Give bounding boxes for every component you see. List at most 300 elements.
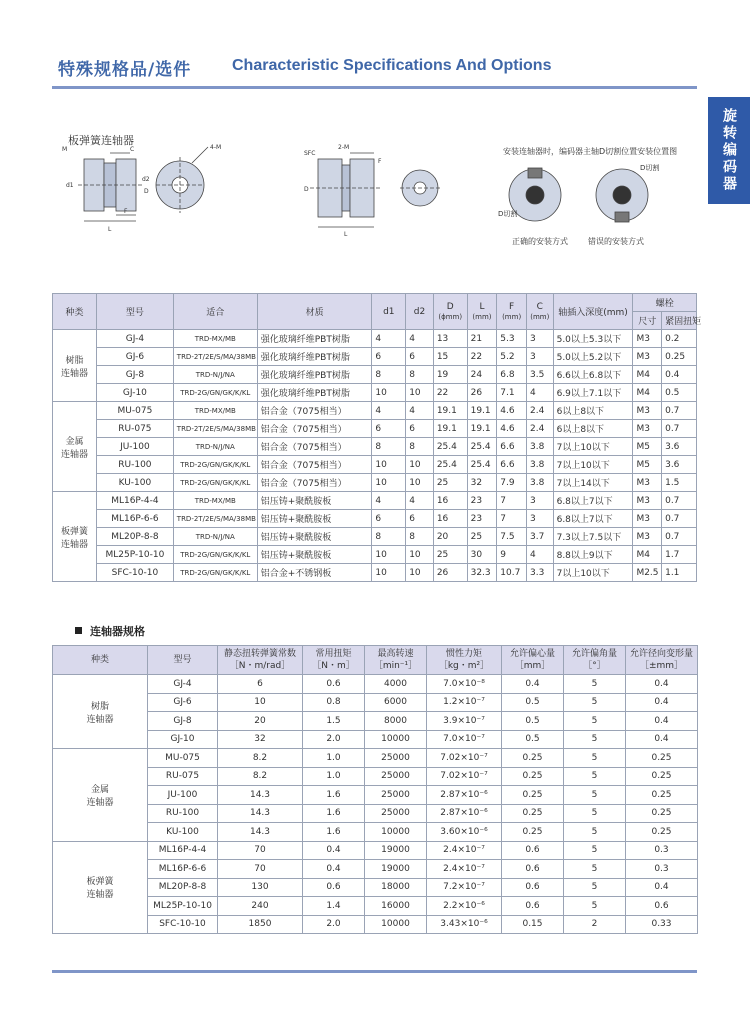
coupling-spec-table [52, 645, 698, 934]
table-cell: 强化玻璃纤维PBT树脂 [257, 348, 372, 366]
table-row [53, 878, 698, 897]
table-cell: GJ-10 [97, 384, 174, 402]
table-cell: 8000 [365, 712, 427, 731]
table-cell: 6 [372, 420, 406, 438]
table-cell: 8.2 [218, 749, 303, 768]
th2-speed: 最高转速 ［min⁻¹］ [365, 646, 427, 675]
table-cell: 4 [526, 384, 553, 402]
dim-label-l: L [108, 226, 112, 233]
table-cell: SFC-10-10 [97, 564, 174, 582]
table-cell: 0.33 [626, 915, 698, 934]
table-row [53, 693, 698, 712]
table-cell: 6.8以上7以下 [553, 492, 633, 510]
table-cell: 130 [218, 878, 303, 897]
dim-label-2m: 2-M [338, 144, 350, 151]
table-cell: 24 [467, 366, 497, 384]
table-cell: 铝合金（7075相当） [257, 456, 372, 474]
th-L: L (mm) [467, 294, 497, 330]
table-cell: 4 [372, 402, 406, 420]
table-cell: 铝合金（7075相当） [257, 420, 372, 438]
table-cell: 5.0以上5.2以下 [553, 348, 633, 366]
table-cell: 10 [406, 474, 434, 492]
table-cell: 21 [467, 330, 497, 348]
table-cell: 1.1 [662, 564, 697, 582]
table-cell: 0.5 [502, 730, 564, 749]
page-title-cn: 特殊规格品/选件 [58, 60, 192, 80]
table-cell: 19.1 [467, 402, 497, 420]
table-cell: 铝合金（7075相当） [257, 474, 372, 492]
table-cell: 19.1 [467, 420, 497, 438]
table-cell: 16 [433, 492, 467, 510]
table-cell: 15 [433, 348, 467, 366]
table-cell: 0.6 [303, 675, 365, 694]
dim-label-c: C [130, 146, 135, 153]
table-cell: 0.15 [502, 915, 564, 934]
table-cell: 8 [406, 366, 434, 384]
table-cell: 1.5 [303, 712, 365, 731]
table-cell: 7.5 [497, 528, 527, 546]
table-cell: 30 [467, 546, 497, 564]
table-cell: 6 [406, 348, 434, 366]
table-cell: 5 [564, 860, 626, 879]
table-cell: 4 [406, 330, 434, 348]
table-cell: M3 [633, 330, 662, 348]
table-cell: TRD-2G/GN/GK/K/KL [173, 384, 257, 402]
table-cell: 0.5 [662, 384, 697, 402]
th-C: C (mm) [526, 294, 553, 330]
table-cell: 5.3 [497, 330, 527, 348]
table-cell: 0.7 [662, 420, 697, 438]
table-cell: 4 [406, 492, 434, 510]
table-cell: RU-100 [148, 804, 218, 823]
table-cell: 23 [467, 492, 497, 510]
header-rule [52, 86, 697, 89]
table-cell: 25.4 [467, 438, 497, 456]
table-cell: 18000 [365, 878, 427, 897]
table-cell: 10000 [365, 915, 427, 934]
table-cell: 1.6 [303, 823, 365, 842]
table-row [53, 841, 698, 860]
table-cell: 20 [433, 528, 467, 546]
table-cell: 10.7 [497, 564, 527, 582]
table-cell: 4 [526, 546, 553, 564]
table-cell: 1.6 [303, 804, 365, 823]
table-cell: 6 [406, 510, 434, 528]
table-cell: GJ-10 [148, 730, 218, 749]
table-cell: 6000 [365, 693, 427, 712]
dim-label-sfc-d: D [304, 186, 309, 193]
table-cell: 5.2 [497, 348, 527, 366]
th-kind: 种类 [53, 294, 97, 330]
table-cell: 9 [497, 546, 527, 564]
table-row [53, 510, 697, 528]
table-cell: 0.4 [626, 712, 698, 731]
table-cell: 16000 [365, 897, 427, 916]
table-cell: 0.7 [662, 492, 697, 510]
table-row [53, 730, 698, 749]
table-row [53, 384, 697, 402]
coupling-drawing [60, 143, 440, 238]
table-cell: 7.9 [497, 474, 527, 492]
footer-rule [52, 970, 697, 973]
table-cell: 25000 [365, 749, 427, 768]
table-cell: 0.6 [502, 897, 564, 916]
th-torque: 紧固扭矩 [662, 312, 697, 330]
table-cell: 6.9以上7.1以下 [553, 384, 633, 402]
table-cell: 19000 [365, 860, 427, 879]
table-cell: 强化玻璃纤维PBT树脂 [257, 330, 372, 348]
table-row [53, 546, 697, 564]
table-cell: 10 [218, 693, 303, 712]
table-cell: 强化玻璃纤维PBT树脂 [257, 384, 372, 402]
table-cell: 25000 [365, 767, 427, 786]
table-cell: M3 [633, 420, 662, 438]
table-cell: 0.6 [626, 897, 698, 916]
table-cell: 0.3 [626, 860, 698, 879]
th-material: 材质 [257, 294, 372, 330]
table-cell: 8.2 [218, 767, 303, 786]
table-cell: 3 [526, 348, 553, 366]
table-cell: 25000 [365, 786, 427, 805]
table-cell: 2.4×10⁻⁷ [427, 860, 502, 879]
table-row [53, 786, 698, 805]
table-cell: 10 [406, 456, 434, 474]
table-cell: 1.5 [662, 474, 697, 492]
table-cell: 0.4 [303, 860, 365, 879]
table-cell: 2.4×10⁻⁷ [427, 841, 502, 860]
table-cell: TRD-2G/GN/GK/K/KL [173, 546, 257, 564]
table-cell: KU-100 [148, 823, 218, 842]
table-cell: 26 [467, 384, 497, 402]
table-cell: M3 [633, 510, 662, 528]
table-cell: 25.4 [467, 456, 497, 474]
group-cell: 金属 连轴器 [53, 402, 97, 492]
table-cell: 0.3 [626, 841, 698, 860]
table-cell: RU-100 [97, 456, 174, 474]
table-cell: 2 [564, 915, 626, 934]
group-cell: 板弹簧 连轴器 [53, 841, 148, 934]
table-cell: 6 [218, 675, 303, 694]
table-cell: 70 [218, 841, 303, 860]
table-cell: 铝合金（7075相当） [257, 438, 372, 456]
table-cell: 0.25 [502, 786, 564, 805]
install-note: 安装连轴器时，编码器主轴D切割位置安装位置图 [503, 147, 678, 156]
table-cell: ML16P-4-4 [148, 841, 218, 860]
table-cell: 6以上8以下 [553, 402, 633, 420]
table-cell: 3.8 [526, 456, 553, 474]
table-cell: 10 [372, 474, 406, 492]
table-cell: 1.0 [303, 749, 365, 768]
table-cell: 8 [406, 438, 434, 456]
table-cell: 16 [433, 510, 467, 528]
table-cell: 8 [372, 528, 406, 546]
table-row [53, 474, 697, 492]
table-cell: MU-075 [97, 402, 174, 420]
table-cell: 7.1 [497, 384, 527, 402]
table-cell: KU-100 [97, 474, 174, 492]
table-cell: MU-075 [148, 749, 218, 768]
table-cell: RU-075 [148, 767, 218, 786]
table-cell: JU-100 [97, 438, 174, 456]
table-cell: M4 [633, 384, 662, 402]
table-cell: 10 [406, 384, 434, 402]
table-cell: 1.4 [303, 897, 365, 916]
table-cell: 10 [406, 546, 434, 564]
table-cell: ML16P-6-6 [148, 860, 218, 879]
table-cell: 19.1 [433, 420, 467, 438]
table-cell: ML16P-4-4 [97, 492, 174, 510]
table-cell: GJ-6 [148, 693, 218, 712]
table-cell: 25 [433, 474, 467, 492]
section-title: 连轴器规格 [75, 623, 145, 639]
table-cell: 0.25 [502, 749, 564, 768]
table-cell: 10 [372, 456, 406, 474]
th-fit: 适合 [173, 294, 257, 330]
table-row [53, 749, 698, 768]
table-cell: TRD-MX/MB [173, 492, 257, 510]
table-cell: 6 [372, 510, 406, 528]
table-cell: 2.4 [526, 402, 553, 420]
table-row [53, 492, 697, 510]
table-cell: 7.0×10⁻⁷ [427, 730, 502, 749]
table-row [53, 823, 698, 842]
table-row [53, 897, 698, 916]
table-cell: 3.9×10⁻⁷ [427, 712, 502, 731]
table-cell: 0.7 [662, 528, 697, 546]
table-cell: 8 [406, 528, 434, 546]
table-row [53, 915, 698, 934]
table-cell: 10000 [365, 730, 427, 749]
wrong-install-label: 错误的安装方式 [588, 237, 644, 246]
table-cell: 70 [218, 860, 303, 879]
table-cell: 6.6以上6.8以下 [553, 366, 633, 384]
table-cell: 0.25 [626, 786, 698, 805]
page-title-en: Characteristic Specifications And Options [232, 57, 552, 74]
dim-label-sfc: SFC [304, 150, 316, 157]
cut-label-right: D切割 [640, 164, 660, 172]
table-row [53, 712, 698, 731]
table-cell: 5 [564, 767, 626, 786]
th-bolt: 螺栓 [633, 294, 697, 312]
table-cell: 铝压铸+聚酰胺板 [257, 492, 372, 510]
table-cell: 0.6 [502, 860, 564, 879]
coupling-dimension-table [52, 293, 702, 582]
table-cell: TRD-2G/GN/GK/K/KL [173, 474, 257, 492]
table-cell: 4.6 [497, 402, 527, 420]
table-cell: 0.4 [502, 675, 564, 694]
table-cell: 3 [526, 492, 553, 510]
table-cell: TRD-2G/GN/GK/K/KL [173, 456, 257, 474]
table-cell: 26 [433, 564, 467, 582]
table-cell: 7.3以上7.5以下 [553, 528, 633, 546]
table-cell: 1850 [218, 915, 303, 934]
dim-label-d: D [144, 188, 149, 195]
table-cell: ML25P-10-10 [97, 546, 174, 564]
table-cell: 3.7 [526, 528, 553, 546]
table-cell: SFC-10-10 [148, 915, 218, 934]
table-cell: 7.02×10⁻⁷ [427, 767, 502, 786]
table-cell: 240 [218, 897, 303, 916]
table-cell: 10 [372, 384, 406, 402]
table-cell: 10 [406, 564, 434, 582]
table-cell: 25000 [365, 804, 427, 823]
table-cell: 0.5 [502, 693, 564, 712]
table-cell: 强化玻璃纤维PBT树脂 [257, 366, 372, 384]
table-cell: 0.4 [626, 878, 698, 897]
table-cell: TRD-N/J/NA [173, 366, 257, 384]
table-cell: 5 [564, 749, 626, 768]
coupling-figure-label: 板弹簧连轴器 [68, 134, 134, 147]
table-cell: 32 [218, 730, 303, 749]
table-cell: TRD-2G/GN/GK/K/KL [173, 564, 257, 582]
th2-axial: 允许径向变形量 ［±mm］ [626, 646, 698, 675]
table-cell: 0.25 [626, 767, 698, 786]
table-cell: 5 [564, 823, 626, 842]
dim-label-f: F [124, 208, 128, 215]
th-d2: d2 [406, 294, 434, 330]
table-cell: 2.87×10⁻⁶ [427, 786, 502, 805]
table-cell: 5 [564, 897, 626, 916]
table-row [53, 438, 697, 456]
table-cell: 0.2 [662, 330, 697, 348]
table-cell: 3.6 [662, 438, 697, 456]
table-cell: 1.0 [303, 767, 365, 786]
table-cell: GJ-8 [148, 712, 218, 731]
dim-label-4m: 4-M [210, 144, 222, 151]
table-cell: 6 [406, 420, 434, 438]
table-cell: 3.43×10⁻⁶ [427, 915, 502, 934]
side-tab: 旋转编码器 [708, 97, 750, 204]
table-cell: 2.2×10⁻⁶ [427, 897, 502, 916]
dim-label-d1: d1 [66, 182, 74, 189]
table-cell: 19.1 [433, 402, 467, 420]
table-cell: M3 [633, 348, 662, 366]
table-cell: M4 [633, 366, 662, 384]
table-cell: 铝压铸+聚酰胺板 [257, 546, 372, 564]
table-cell: M5 [633, 438, 662, 456]
table-cell: 2.0 [303, 915, 365, 934]
table-cell: 3.8 [526, 474, 553, 492]
th-model: 型号 [97, 294, 174, 330]
table-row [53, 348, 697, 366]
table-cell: 0.6 [303, 878, 365, 897]
table-cell: 25 [433, 546, 467, 564]
table-cell: 14.3 [218, 823, 303, 842]
table-row [53, 528, 697, 546]
table-cell: 3.60×10⁻⁶ [427, 823, 502, 842]
table-cell: 0.4 [626, 693, 698, 712]
table-cell: 0.7 [662, 402, 697, 420]
table-cell: 0.25 [626, 823, 698, 842]
table-cell: ML20P-8-8 [97, 528, 174, 546]
table-cell: 0.25 [626, 804, 698, 823]
group-cell: 树脂 连轴器 [53, 675, 148, 749]
table-cell: 0.25 [662, 348, 697, 366]
table-cell: M3 [633, 492, 662, 510]
table-cell: 0.25 [502, 823, 564, 842]
table-cell: TRD-MX/MB [173, 402, 257, 420]
table-cell: TRD-2T/2E/S/MA/38MB [173, 420, 257, 438]
table-cell: GJ-6 [97, 348, 174, 366]
table-cell: 3 [526, 510, 553, 528]
th-d1: d1 [372, 294, 406, 330]
table-cell: 13 [433, 330, 467, 348]
table-cell: 0.6 [502, 841, 564, 860]
table-cell: 5 [564, 804, 626, 823]
table-cell: 3.6 [662, 456, 697, 474]
table-cell: 3.8 [526, 438, 553, 456]
table-cell: 4 [372, 330, 406, 348]
table-cell: 3.5 [526, 366, 553, 384]
table-cell: 6.8 [497, 366, 527, 384]
th2-kind: 种类 [53, 646, 148, 675]
table-cell: 6 [372, 348, 406, 366]
table-cell: 5 [564, 675, 626, 694]
table-cell: 2.0 [303, 730, 365, 749]
table-cell: 1.2×10⁻⁷ [427, 693, 502, 712]
table-row [53, 675, 698, 694]
table-cell: 5 [564, 841, 626, 860]
th-size: 尺寸 [633, 312, 662, 330]
table-cell: 7.0×10⁻⁸ [427, 675, 502, 694]
table-cell: 19000 [365, 841, 427, 860]
table-cell: 32 [467, 474, 497, 492]
group-cell: 金属 连轴器 [53, 749, 148, 842]
table-cell: 14.3 [218, 804, 303, 823]
table-cell: 7.2×10⁻⁷ [427, 878, 502, 897]
table-cell: 0.5 [502, 712, 564, 731]
table-cell: 5.0以上5.3以下 [553, 330, 633, 348]
table-row [53, 564, 697, 582]
table-cell: 0.4 [303, 841, 365, 860]
table-cell: GJ-4 [148, 675, 218, 694]
table-cell: M5 [633, 456, 662, 474]
table-cell: 0.8 [303, 693, 365, 712]
table-cell: 19 [433, 366, 467, 384]
table-cell: 6以上8以下 [553, 420, 633, 438]
table-cell: ML16P-6-6 [97, 510, 174, 528]
table-cell: 0.25 [502, 767, 564, 786]
dim-label-d2: d2 [142, 176, 150, 183]
table-cell: 5 [564, 712, 626, 731]
table-cell: M3 [633, 528, 662, 546]
table-cell: 32.3 [467, 564, 497, 582]
table-cell: ML25P-10-10 [148, 897, 218, 916]
table-cell: 7 [497, 510, 527, 528]
th2-ecc: 允许偏心量 ［mm］ [502, 646, 564, 675]
table-cell: 0.7 [662, 510, 697, 528]
correct-install-label: 正确的安装方式 [512, 237, 568, 246]
table-cell: 10 [372, 546, 406, 564]
table-cell: 铝合金（7075相当） [257, 402, 372, 420]
table-row [53, 804, 698, 823]
table-cell: TRD-2T/2E/S/MA/38MB [173, 348, 257, 366]
table-cell: 7.02×10⁻⁷ [427, 749, 502, 768]
table-cell: 8 [372, 366, 406, 384]
table-cell: 6.8以上7以下 [553, 510, 633, 528]
table-cell: 0.25 [502, 804, 564, 823]
table-cell: 8.8以上9以下 [553, 546, 633, 564]
install-diagram [490, 160, 670, 230]
table-cell: TRD-N/J/NA [173, 438, 257, 456]
table-cell: 3.3 [526, 564, 553, 582]
section-bullet [75, 627, 82, 634]
table-cell: TRD-N/J/NA [173, 528, 257, 546]
table-cell: 1.6 [303, 786, 365, 805]
table-cell: 5 [564, 693, 626, 712]
th2-torque: 常用扭矩 ［N・m］ [303, 646, 365, 675]
group-cell: 树脂 连轴器 [53, 330, 97, 402]
